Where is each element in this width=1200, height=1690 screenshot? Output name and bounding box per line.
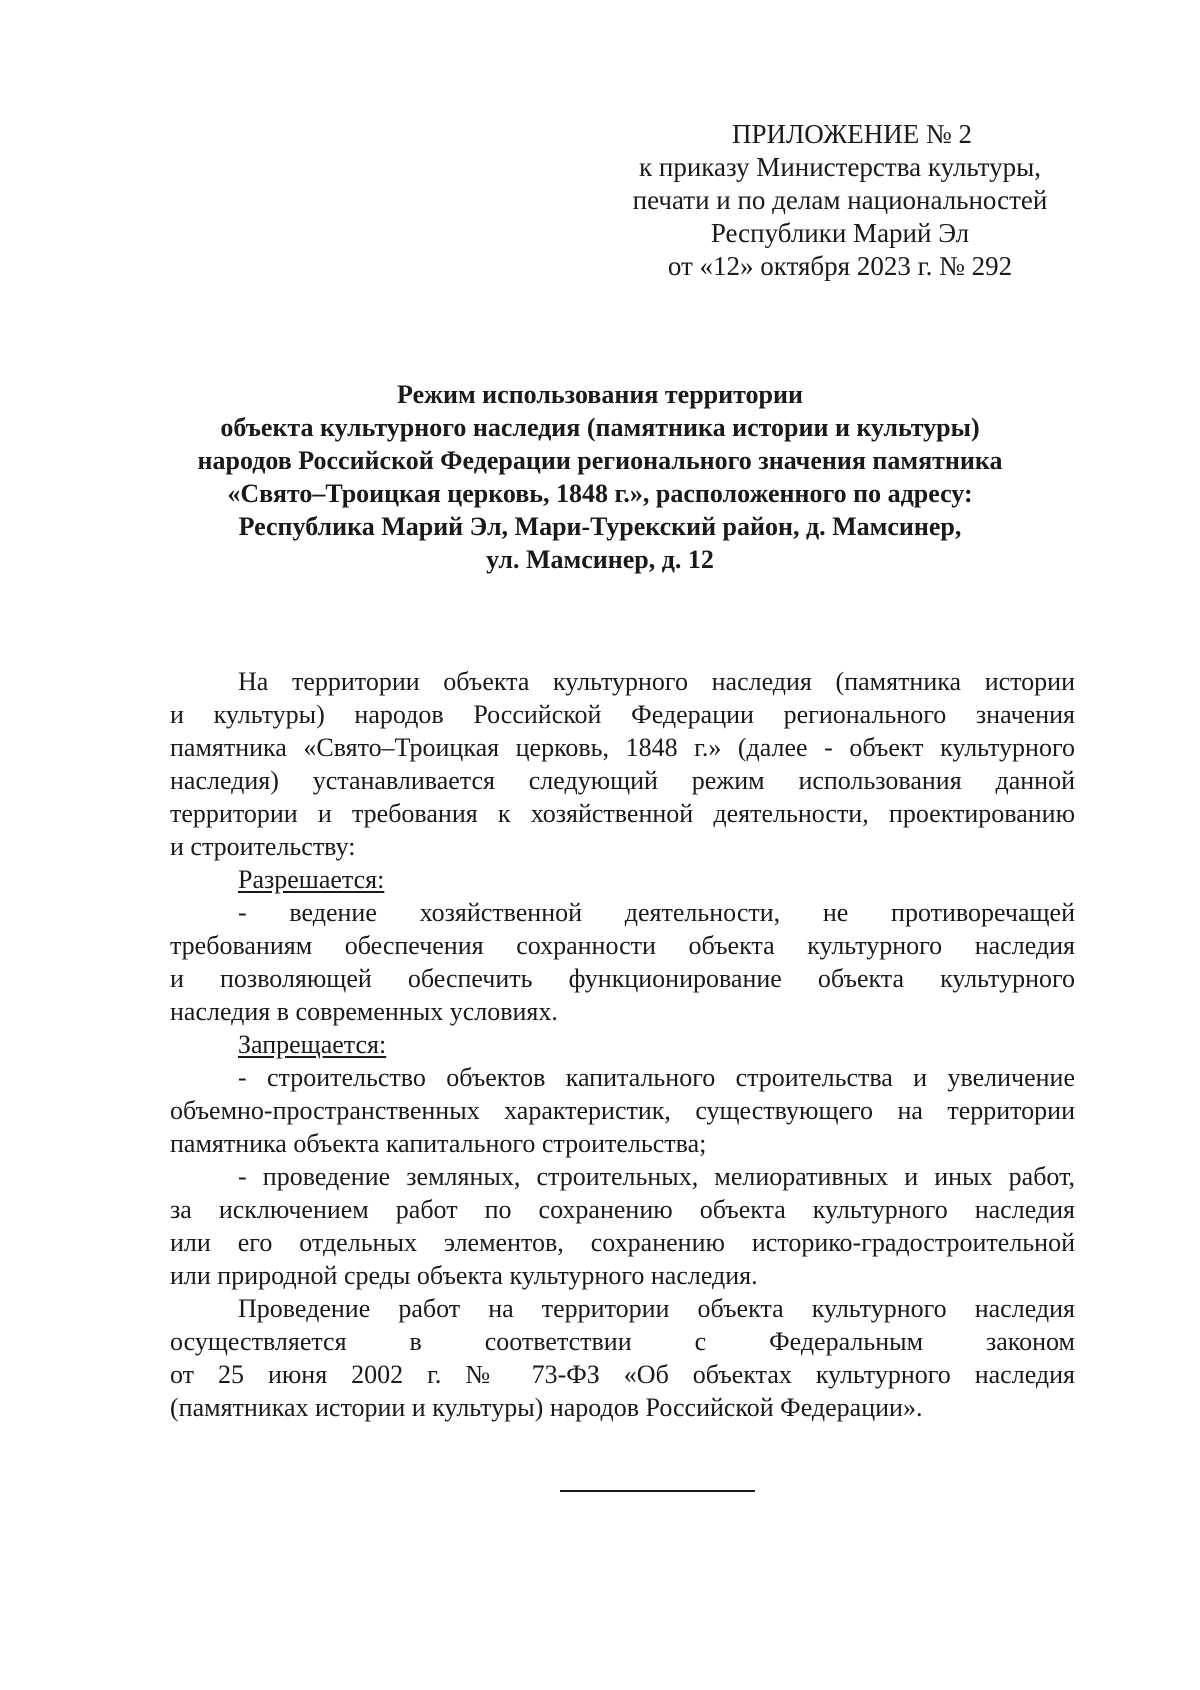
appendix-title: ПРИЛОЖЕНИЕ № 2 bbox=[731, 119, 973, 149]
document-title bbox=[110, 378, 1090, 576]
title-line-1: Режим использования территории bbox=[397, 380, 803, 409]
closing-line: (памятниках истории и культуры) народов Российской Федерации». bbox=[170, 1393, 923, 1422]
appendix-line-4: от «12» октября 2023 г. № 292 bbox=[667, 251, 1013, 281]
prohibited-line: - проведение земляных, строительных, мелиоративных и иных работ, bbox=[238, 1162, 1075, 1191]
end-separator-line bbox=[560, 1490, 755, 1492]
allowed-line: - ведение хозяйственной деятельности, не противоречащей bbox=[238, 898, 1075, 927]
prohibited-line: памятника объекта капитального строительства; bbox=[170, 1129, 707, 1158]
document-body bbox=[170, 665, 1075, 1424]
appendix-line-2: печати и по делам национальностей bbox=[632, 185, 1048, 215]
allowed-line: требованиям обеспечения сохранности объекта культурного наследия bbox=[170, 931, 1075, 960]
prohibited-line: объемно-пространственных характеристик, существующего на территории bbox=[170, 1096, 1075, 1125]
allowed-heading bbox=[170, 863, 1075, 896]
intro-line: памятника «Свято–Троицкая церковь, 1848 г.» (далее - объект культурного bbox=[170, 733, 1075, 762]
prohibited-heading-text: Запрещается: bbox=[238, 1030, 387, 1059]
prohibited-line: или его отдельных элементов, сохранению историко-градостроительной bbox=[170, 1228, 1075, 1257]
appendix-header bbox=[580, 118, 1100, 283]
title-line-5: Республика Марий Эл, Мари-Турекский район, д. Мамсинер, bbox=[238, 512, 962, 541]
prohibited-line: за исключением работ по сохранению объекта культурного наследия bbox=[170, 1195, 1075, 1224]
title-line-2: объекта культурного наследия (памятника истории и культуры) bbox=[220, 413, 980, 442]
intro-line: наследия) устанавливается следующий режим использования данной bbox=[170, 766, 1075, 795]
intro-line: территории и требования к хозяйственной деятельности, проектированию bbox=[170, 799, 1075, 828]
prohibited-line: или природной среды объекта культурного наследия. bbox=[170, 1261, 758, 1290]
appendix-line-3: Республики Марий Эл bbox=[710, 218, 970, 248]
intro-line: На территории объекта культурного наследия (памятника истории bbox=[238, 667, 1075, 696]
intro-line: и культуры) народов Российской Федерации регионального значения bbox=[170, 700, 1075, 729]
closing-line: от 25 июня 2002 г. № 73-ФЗ «Об объектах культурного наследия bbox=[170, 1360, 1075, 1389]
title-line-6: ул. Мамсинер, д. 12 bbox=[486, 545, 714, 574]
closing-line: Проведение работ на территории объекта культурного наследия bbox=[238, 1294, 1075, 1323]
prohibited-line: - строительство объектов капитального строительства и увеличение bbox=[238, 1063, 1075, 1092]
closing-line: осуществляется в соответствии с Федеральным законом bbox=[170, 1327, 1075, 1356]
appendix-line-1: к приказу Министерства культуры, bbox=[639, 152, 1041, 182]
intro-line: и строительству: bbox=[170, 832, 356, 861]
title-line-3: народов Российской Федерации регионального значения памятника bbox=[197, 446, 1003, 475]
allowed-line: и позволяющей обеспечить функционирование объекта культурного bbox=[170, 964, 1075, 993]
title-line-4: «Свято–Троицкая церковь, 1848 г.», расположенного по адресу: bbox=[227, 479, 973, 508]
allowed-line: наследия в современных условиях. bbox=[170, 997, 558, 1026]
allowed-heading-text: Разрешается: bbox=[238, 865, 385, 894]
prohibited-heading bbox=[170, 1028, 1075, 1061]
